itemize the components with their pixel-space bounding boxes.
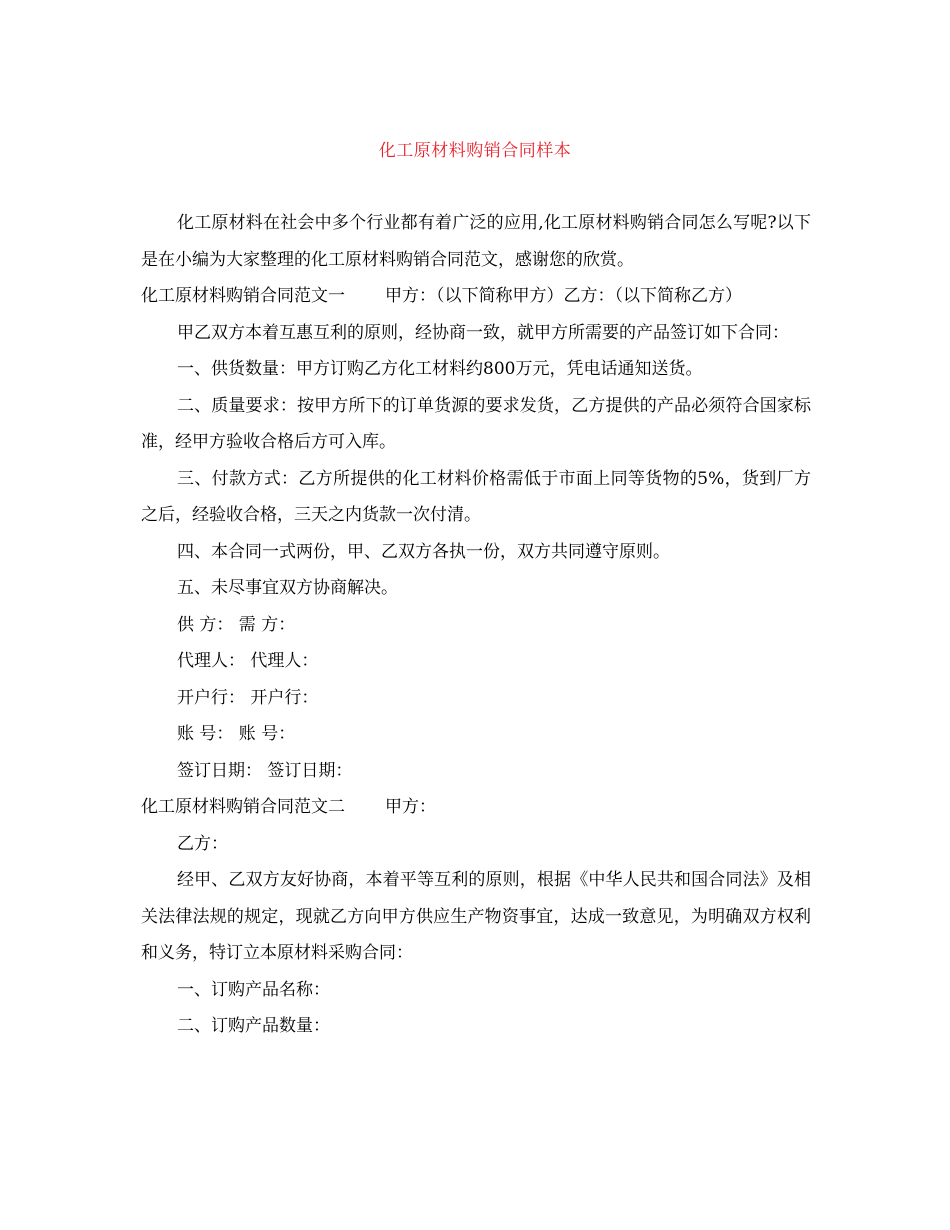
s1-sign-party: 供 方： 需 方： [177,614,296,635]
document-body [141,205,811,1045]
s1-clause3: 三、付款方式：乙方所提供的化工材料价格需低于市面上同等货物的5%，货到厂方之后，经验收合格，三天之内货款一次付清。 [141,468,811,525]
sample2-heading [141,789,811,826]
sample2-heading-title: 化工原材料购销合同范文二 [141,797,345,817]
s1-clause1: 一、供货数量：甲方订购乙方化工材料约800万元，凭电话通知送货。 [177,359,703,379]
s1-clause2: 二、质量要求：按甲方所下的订单货源的要求发货，乙方提供的产品必须符合国家标准，经甲方验收合格后方可入库。 [141,395,811,452]
s1-clause4: 四、本合同一式两份，甲、乙双方各执一份，双方共同遵守原则。 [177,541,670,562]
s1-clause5: 五、未尽事宜双方协商解决。 [177,578,398,598]
s2-party-b: 乙方： [177,833,228,854]
s1-sign-agent: 代理人： 代理人： [177,651,319,671]
s2-clause2: 二、订购产品数量： [177,1016,330,1036]
sample1-heading-parties: 甲方：（以下简称甲方）乙方：（以下简称乙方） [385,286,742,306]
s2-clause1: 一、订购产品名称： [177,979,330,1000]
s1-sign-account: 账 号： 账 号： [177,724,296,744]
sample2-heading-party-a: 甲方： [385,797,436,817]
s2-preamble: 经甲、乙双方友好协商，本着平等互利的原则，根据《中华人民共和国合同法》及相关法律法规的规定，现就乙方向甲方供应生产物资事宜，达成一致意见，为明确双方权利和义务，特订立本原材料采购合同： [141,870,811,963]
sample1-heading-title: 化工原材料购销合同范文一 [141,286,345,306]
s1-sign-bank: 开户行： 开户行： [177,687,319,708]
s1-preamble: 甲乙双方本着互惠互利的原则，经协商一致，就甲方所需要的产品签订如下合同： [177,322,789,343]
document-title: 化工原材料购销合同样本 [378,141,572,161]
s1-sign-date: 签订日期： 签订日期： [177,760,353,781]
intro-paragraph: 化工原材料在社会中多个行业都有着广泛的应用,化工原材料购销合同怎么写呢?以下是在小编为大家整理的化工原材料购销合同范文，感谢您的欣赏。 [141,213,811,270]
sample1-heading [141,278,811,315]
